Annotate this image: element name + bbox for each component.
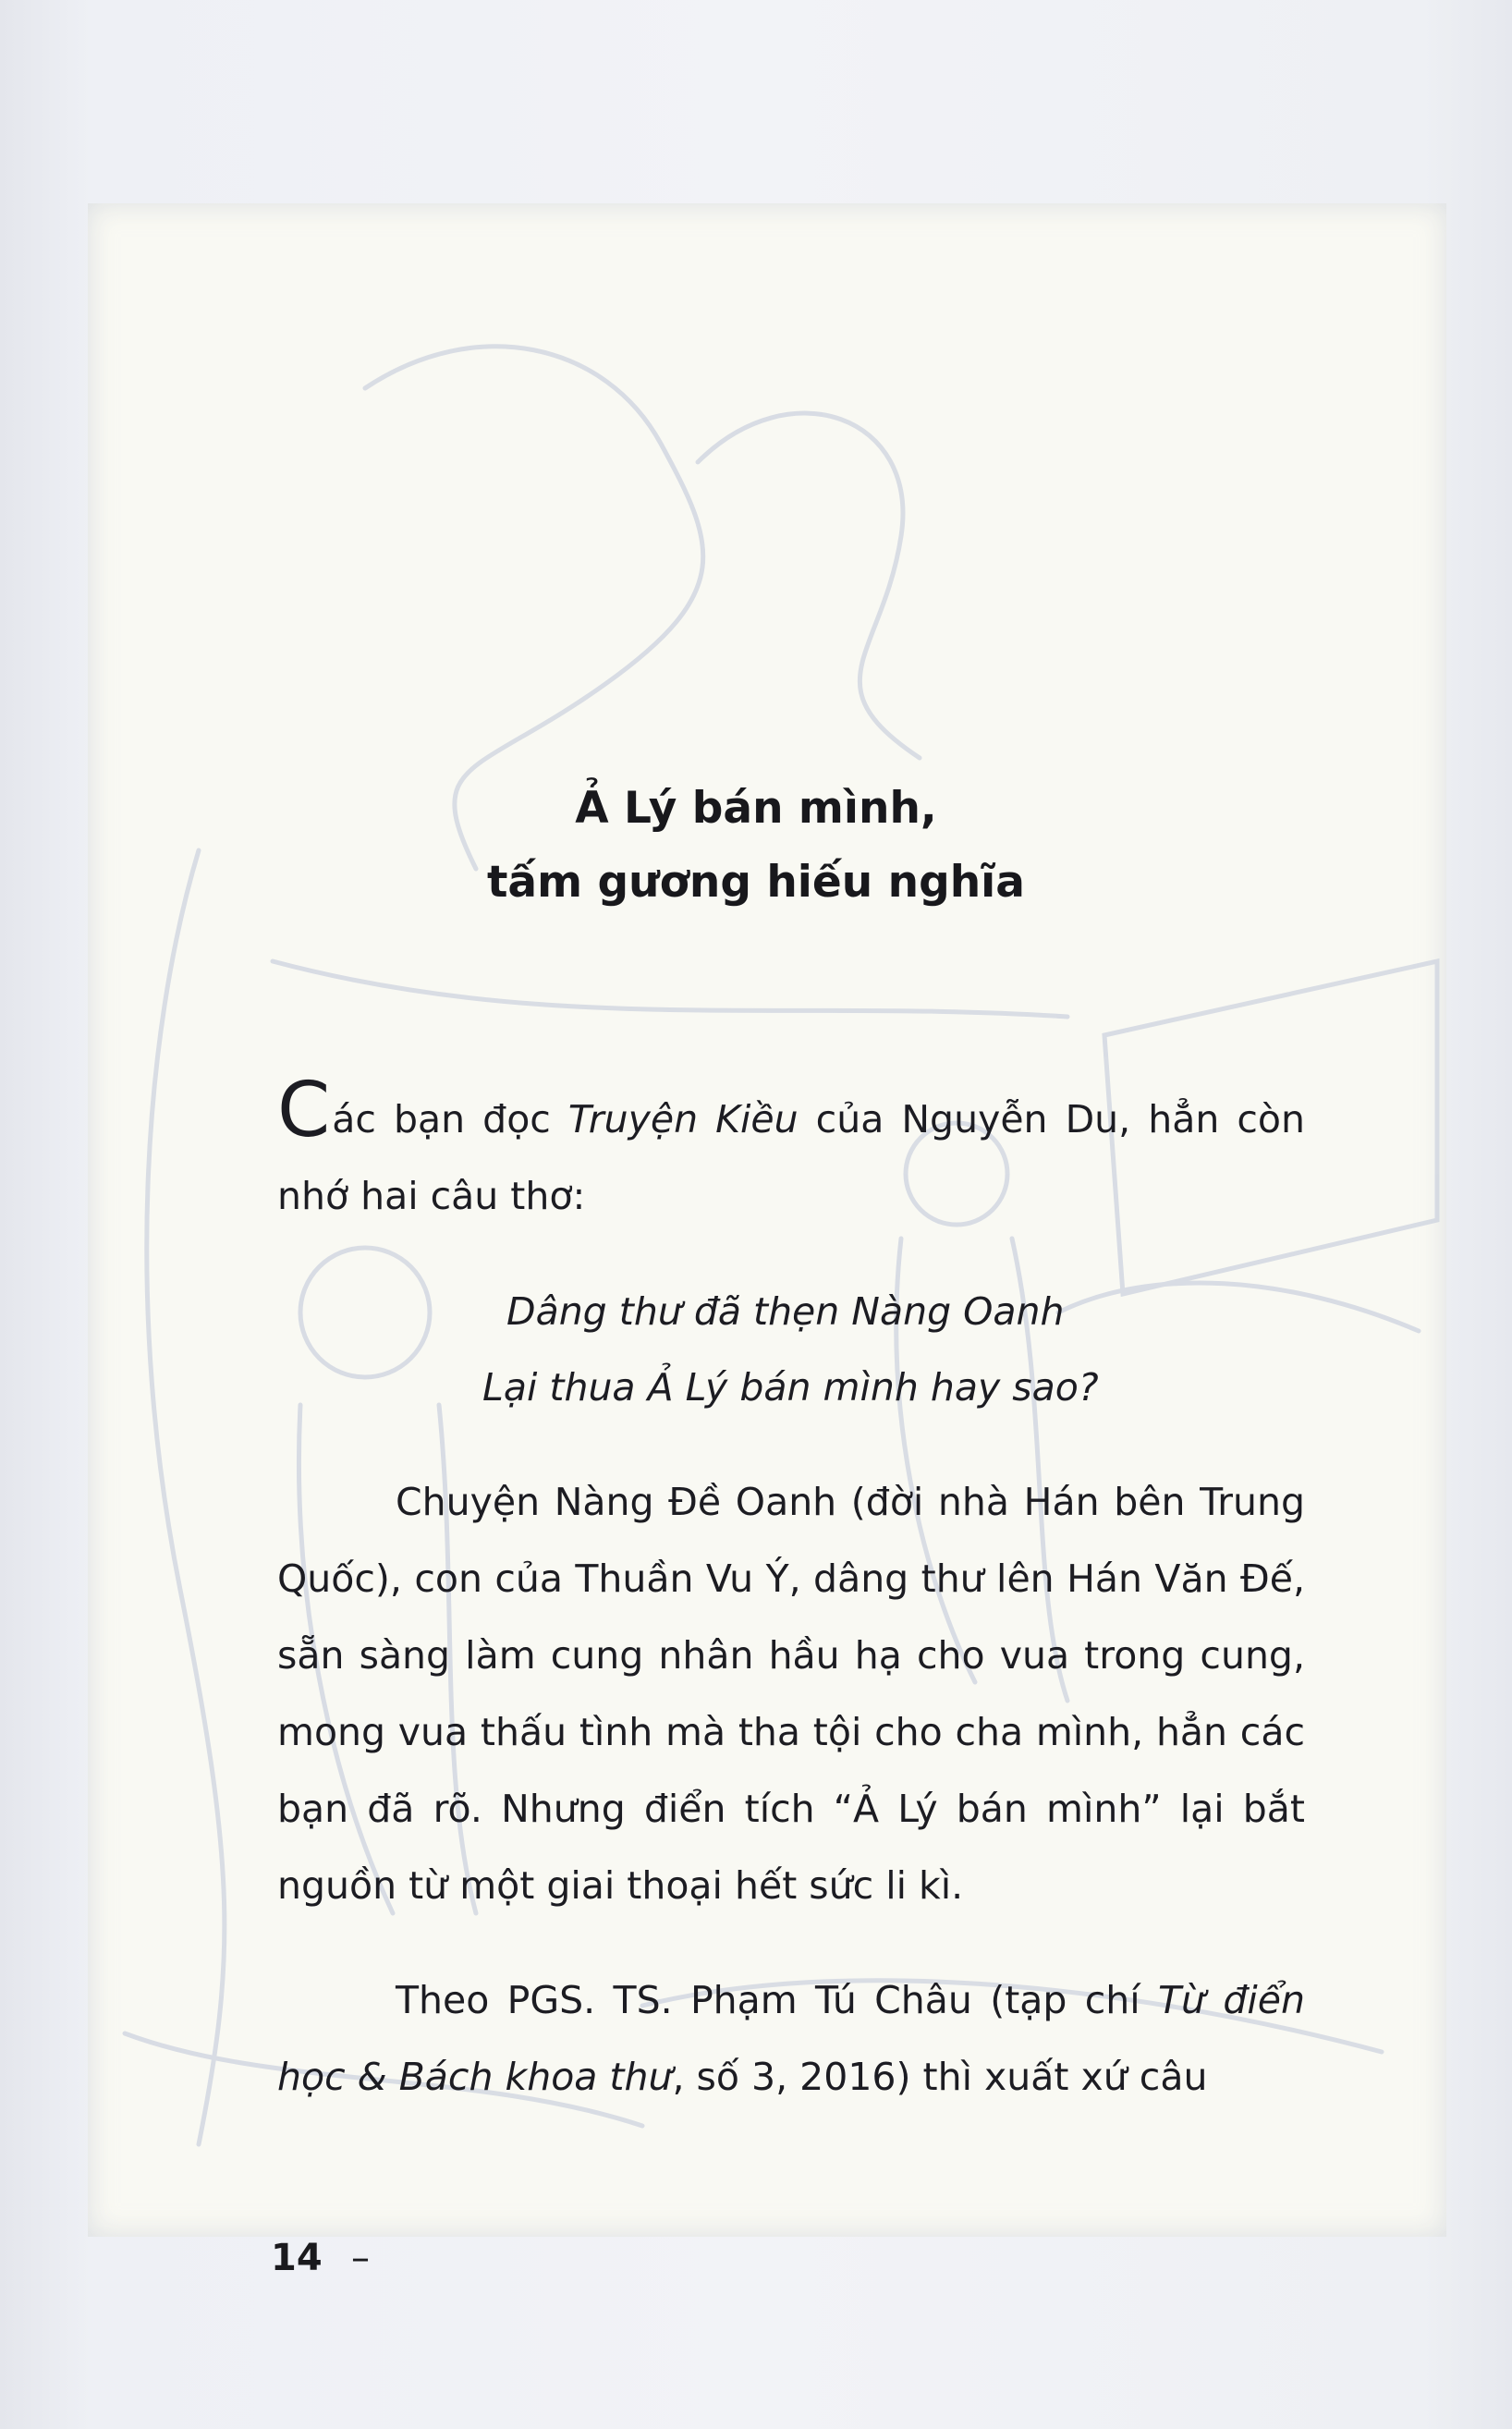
chapter-title-line-1: Ả Lý bán mình, (575, 783, 937, 834)
paragraph-3-text-b: , số 3, 2016) thì xuất xứ câu (672, 2055, 1208, 2099)
drop-cap: C (277, 1067, 331, 1154)
verse-line-2: Lại thua Ả Lý bán mình hay sao? (482, 1365, 1099, 1410)
chapter-title-line-2: tấm gương hiếu nghĩa (486, 857, 1026, 908)
paragraph-2: Chuyện Nàng Đề Oanh (đời nhà Hán bên Trung Quốc), con của Thuần Vu Ý, dâng thư lên Hán Văn Đế, sẵn sàng làm cung nhân hầu hạ cho vua trong cung, mong vua thấu tình mà tha tội cho cha mình, hẳn các bạn đã rõ. Nhưng điển tích “Ả Lý bán mình” lại bắt nguồn từ một giai thoại hết sức li kì. (277, 1480, 1305, 1908)
verse-line-1: Dâng thư đã thẹn Nàng Oanh (506, 1289, 1065, 1334)
paragraph-3 (277, 1962, 1305, 2116)
journal-title: Từ điển học & Bách khoa thư (277, 1978, 1305, 2099)
intro-text-a: ác bạn đọc (332, 1097, 568, 1141)
intro-paragraph (277, 1067, 1306, 1235)
page-number: 14 (271, 2237, 323, 2279)
work-title: Truyện Kiều (567, 1097, 799, 1141)
paragraph-3-text-a: Theo PGS. TS. Phạm Tú Châu (tạp chí (396, 1978, 1159, 2022)
page-number-dash: – (351, 2237, 370, 2279)
intro-text-b: của Nguyễn Du, hẳn còn nhớ hai câu thơ: (277, 1097, 1306, 1218)
